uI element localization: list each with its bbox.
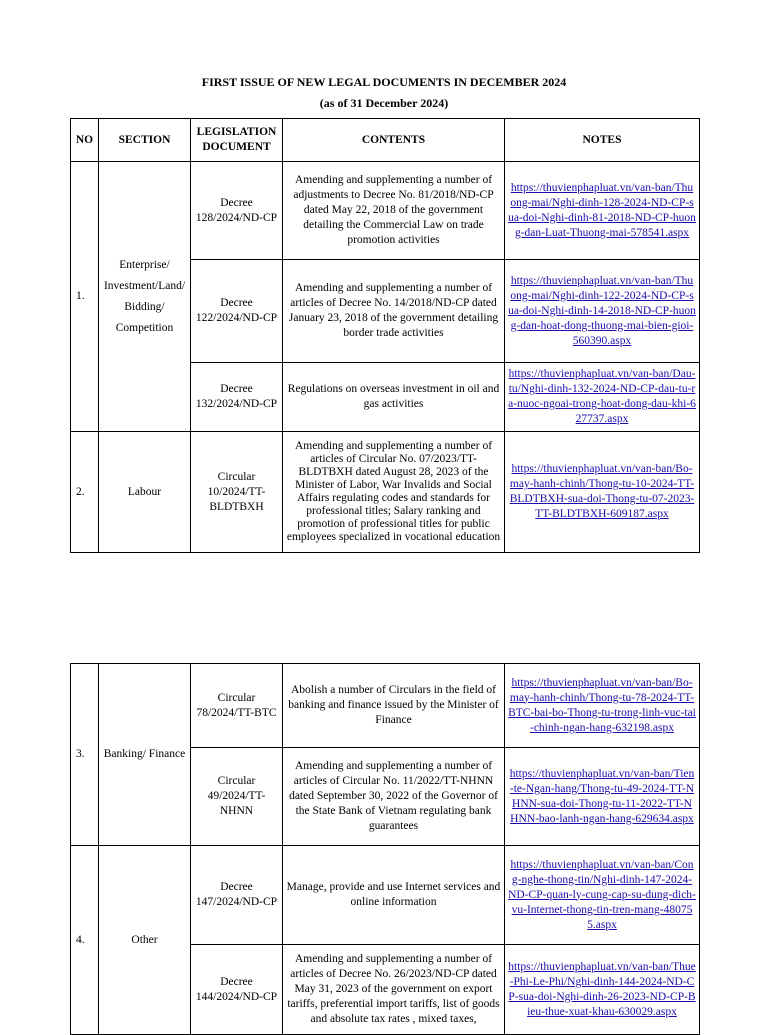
legislation-document: Decree 128/2024/ND-CP	[191, 162, 283, 260]
document-link[interactable]: https://thuvienphapluat.vn/van-ban/Dau-tu/Nghi-dinh-132-2024-ND-CP-dau-tu-ra-nuoc-ngoai-trong-hoat-dong-dau-khi-627737.aspx	[508, 368, 696, 425]
section-label: Banking/ Finance	[99, 664, 191, 846]
document-link[interactable]: https://thuvienphapluat.vn/van-ban/Tien-te-Ngan-hang/Thong-tu-49-2024-TT-NHNN-sua-doi-Thong-tu-11-2022-TT-NHNN-bao-lanh-ngan-hang-629634.aspx	[509, 767, 695, 825]
legislation-document: Decree 122/2024/ND-CP	[191, 260, 283, 363]
notes-cell	[505, 748, 700, 846]
legislation-document: Circular 78/2024/TT-BTC	[191, 664, 283, 748]
document-link[interactable]: https://thuvienphapluat.vn/van-ban/Bo-may-hanh-chinh/Thong-tu-78-2024-TT-BTC-bai-bo-Thong-tu-trong-linh-vuc-tai-chinh-ngan-hang-632198.aspx	[508, 676, 696, 734]
row-number: 1.	[71, 162, 99, 432]
legislation-document: Circular 10/2024/TT-BLDTBXH	[191, 432, 283, 553]
row-number: 4.	[71, 846, 99, 1035]
notes-cell	[505, 260, 700, 363]
notes-cell	[505, 664, 700, 748]
document-link[interactable]: https://thuvienphapluat.vn/van-ban/Thuong-mai/Nghi-dinh-122-2024-ND-CP-sua-doi-Nghi-dinh-14-2018-ND-CP-huong-dan-hoat-dong-thuong-mai-bien-gioi-560390.aspx	[508, 274, 696, 347]
section-label: Enterprise/ Investment/Land/ Bidding/ Competition	[99, 162, 191, 432]
column-header-no: NO	[71, 119, 99, 162]
column-header-notes: NOTES	[505, 119, 700, 162]
document-link[interactable]: https://thuvienphapluat.vn/van-ban/Thuong-mai/Nghi-dinh-128-2024-ND-CP-sua-doi-Nghi-dinh-81-2018-ND-CP-huong-dan-Luat-Thuong-mai-578541.aspx	[508, 181, 696, 239]
contents-text: Amending and supplementing a number of adjustments to Decree No. 81/2018/ND-CP dated May 22, 2018 of the government detailing the Commercial Law on trade promotion activities	[283, 162, 505, 260]
document-title: FIRST ISSUE OF NEW LEGAL DOCUMENTS IN DECEMBER 2024	[201, 75, 567, 89]
notes-cell	[505, 432, 700, 553]
legislation-document: Circular 49/2024/TT-NHNN	[191, 748, 283, 846]
table-row	[71, 162, 700, 260]
section-label: Other	[99, 846, 191, 1035]
document-link[interactable]: https://thuvienphapluat.vn/van-ban/Bo-may-hanh-chinh/Thong-tu-10-2024-TT-BLDTBXH-sua-doi-Thong-tu-07-2023-TT-BLDTBXH-609187.aspx	[509, 463, 695, 520]
section-label: Labour	[99, 432, 191, 553]
contents-text: Amending and supplementing a number of articles of Circular No. 07/2023/TT-BLDTBXH dated August 28, 2023 of the Minister of Labor, War Invalids and Social Affairs regulating codes and standards for professional titles; Salary ranking and promotion of professional titles for public employees specialized in vocational education	[283, 432, 505, 553]
contents-text: Amending and supplementing a number of articles of Decree No. 26/2023/ND-CP dated May 31, 2023 of the government on export tariffs, preferential import tariffs, list of goods and absolute tax rates , mixed taxes,	[283, 945, 505, 1035]
notes-cell	[505, 363, 700, 432]
table-row	[71, 432, 700, 553]
document-link[interactable]: https://thuvienphapluat.vn/van-ban/Thue-Phi-Le-Phi/Nghi-dinh-144-2024-ND-CP-sua-doi-Nghi-dinh-26-2023-ND-CP-Bieu-thue-xuat-khau-630029.aspx	[508, 960, 696, 1018]
legislation-document: Decree 132/2024/ND-CP	[191, 363, 283, 432]
notes-cell	[505, 162, 700, 260]
legal-documents-table-2	[70, 663, 700, 1035]
legal-documents-table-1	[70, 118, 700, 553]
table-row	[71, 846, 700, 945]
contents-text: Amending and supplementing a number of articles of Circular No. 11/2022/TT-NHNN dated September 30, 2022 of the Governor of the State Bank of Vietnam regulating bank guarantees	[283, 748, 505, 846]
contents-text: Abolish a number of Circulars in the field of banking and finance issued by the Minister of Finance	[283, 664, 505, 748]
legislation-document: Decree 144/2024/ND-CP	[191, 945, 283, 1035]
contents-text: Manage, provide and use Internet services and online information	[283, 846, 505, 945]
row-number: 2.	[71, 432, 99, 553]
contents-text: Amending and supplementing a number of articles of Decree No. 14/2018/ND-CP dated January 23, 2018 of the government detailing border trade activities	[283, 260, 505, 363]
legislation-document: Decree 147/2024/ND-CP	[191, 846, 283, 945]
contents-text: Regulations on overseas investment in oil and gas activities	[283, 363, 505, 432]
table-header-row	[71, 119, 700, 162]
column-header-legislation: LEGISLATION DOCUMENT	[191, 119, 283, 162]
document-subtitle: (as of 31 December 2024)	[319, 96, 449, 110]
notes-cell	[505, 945, 700, 1035]
notes-cell	[505, 846, 700, 945]
column-header-contents: CONTENTS	[283, 119, 505, 162]
table-row	[71, 664, 700, 748]
document-link[interactable]: https://thuvienphapluat.vn/van-ban/Cong-nghe-thong-tin/Nghi-dinh-147-2024-ND-CP-quan-ly-cung-cap-su-dung-dich-vu-Internet-thong-tin-tren-mang-480755.aspx	[508, 858, 696, 931]
column-header-section: SECTION	[99, 119, 191, 162]
row-number: 3.	[71, 664, 99, 846]
